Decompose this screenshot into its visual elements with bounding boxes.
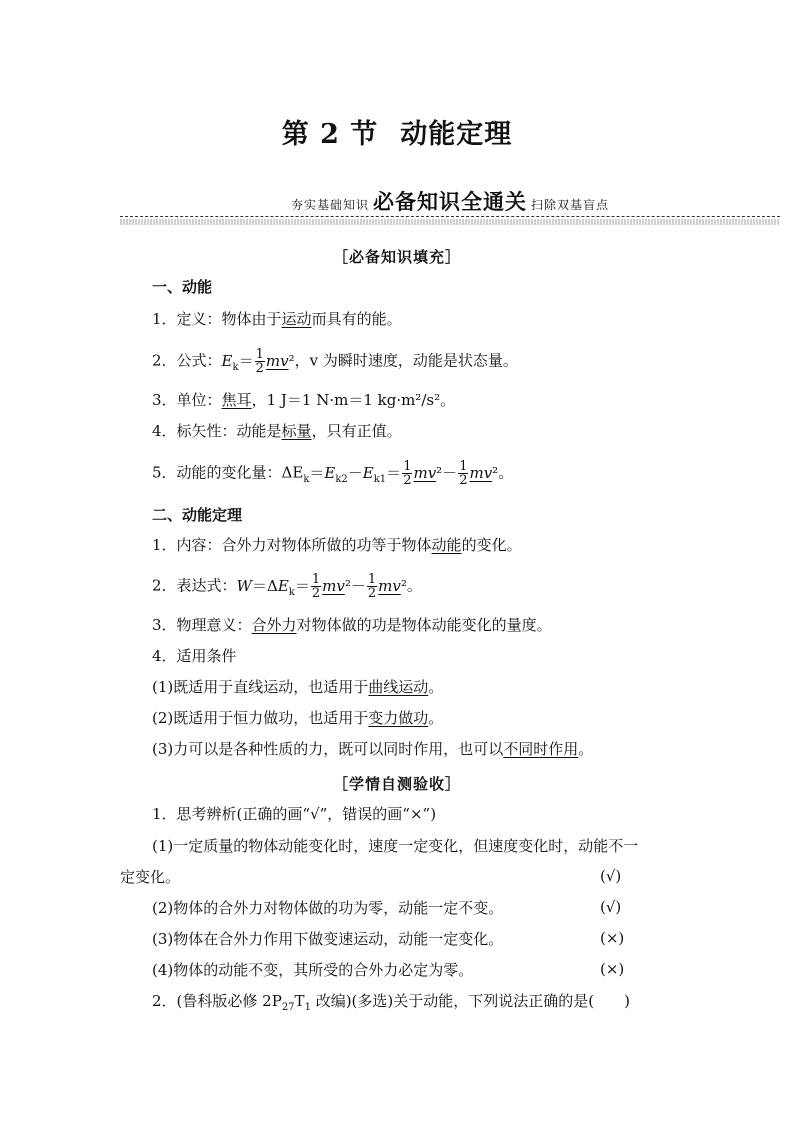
- section-banner: [120, 188, 780, 228]
- part2-item2: 2．表达式：$W=\Delta E_k=$ $\frac{1}{2}$ mv²－ $\frac{1}{2}$ mv²。: [152, 572, 422, 601]
- part1-item5: 5．动能的变化量：$\Delta E_k=E_{k2}-E_{k1}=$ $\frac{1}{2}$ mv²－ $\frac{1}{2}$ mv²。: [152, 459, 514, 488]
- formula-work-energy: $W=\Delta E_k=$ $\frac{1}{2}$ mv²－ $\frac{1}{2}$ mv²: [236, 572, 407, 601]
- title-section-name: 动能定理: [400, 119, 513, 150]
- answer-scalar: 标量: [281, 422, 312, 440]
- part2-item3: 3．物理意义：合外力对物体做的功是物体动能变化的量度。: [152, 616, 552, 634]
- statement-1-line1: (1)一定质量的物体动能变化时，速度一定变化，但速度变化时，动能不一: [152, 837, 639, 855]
- condition-3: (3)力可以是各种性质的力，既可以同时作用，也可以不同时作用。: [152, 740, 594, 758]
- banner-right-text: 扫除双基盲点: [531, 198, 610, 212]
- selftest-heading: ［学情自测验收］: [332, 775, 461, 793]
- answer-joule: 焦耳: [221, 391, 252, 409]
- part2-item1: 1．内容：合外力对物体所做的功等于物体动能的变化。: [152, 536, 522, 554]
- formula-ek: $E_k=$ $\frac{1}{2}$ mv²: [221, 347, 295, 376]
- part2-item4: 4．适用条件: [152, 647, 237, 665]
- answer-mark-3: (×): [600, 929, 625, 947]
- statement-2: (2)物体的合外力对物体做的功为零，动能一定不变。: [152, 899, 504, 917]
- answer-not-simultaneous: 不同时作用: [503, 740, 579, 758]
- title-section-number: 第 2 节: [281, 119, 379, 150]
- answer-mark-4: (×): [600, 960, 625, 978]
- answer-curved-motion: 曲线运动: [368, 678, 429, 696]
- condition-2: (2)既适用于恒力做功，也适用于变力做功。: [152, 709, 444, 727]
- part1-item3: 3．单位：焦耳，1 J＝1 N·m＝1 kg·m²/s²。: [152, 391, 456, 409]
- part1-item4: 4．标矢性：动能是标量，只有正值。: [152, 422, 402, 440]
- formula-delta-ek: $_k=E_{k2}-E_{k1}=$ $\frac{1}{2}$ mv²－ $\frac{1}{2}$ mv²: [303, 459, 499, 488]
- statement-3: (3)物体在合外力作用下做变速运动，动能一定变化。: [152, 930, 504, 948]
- answer-mark-1: (√): [600, 867, 622, 885]
- question-1: 1．思考辨析(正确的画“√”，错误的画“×”): [152, 805, 437, 823]
- statement-4: (4)物体的动能不变，其所受的合外力必定为零。: [152, 961, 474, 979]
- answer-variable-force: 变力做功: [368, 709, 429, 727]
- banner-left-text: 夯实基础知识: [290, 198, 369, 212]
- fill-heading: ［必备知识填充］: [332, 248, 461, 266]
- page-title: [0, 112, 794, 151]
- part1-item1: 1．定义：物体由于运动而具有的能。: [152, 310, 402, 328]
- banner-main-text: 必备知识全通关: [373, 190, 527, 214]
- part2-heading: 二、动能定理: [152, 506, 243, 524]
- condition-1: (1)既适用于直线运动，也适用于曲线运动。: [152, 678, 444, 696]
- banner-text: [120, 188, 780, 219]
- answer-mark-2: (√): [600, 898, 622, 916]
- part1-heading: 一、动能: [152, 278, 213, 296]
- question-2: 2．(鲁科版必修 $2P_{27}T_1$ 改编)(多选)关于动能，下列说法正确的是( ): [152, 992, 630, 1013]
- answer-motion: 运动: [281, 310, 312, 328]
- answer-kinetic-energy: 动能: [431, 536, 462, 554]
- banner-stripe-bar: [120, 219, 780, 225]
- statement-1-line2: 定变化。: [120, 868, 181, 886]
- part1-item2: 2．公式：$E_k=$ $\frac{1}{2}$ mv²，v 为瞬时速度，动能是状态量。: [152, 347, 518, 376]
- answer-net-force: 合外力: [251, 616, 297, 634]
